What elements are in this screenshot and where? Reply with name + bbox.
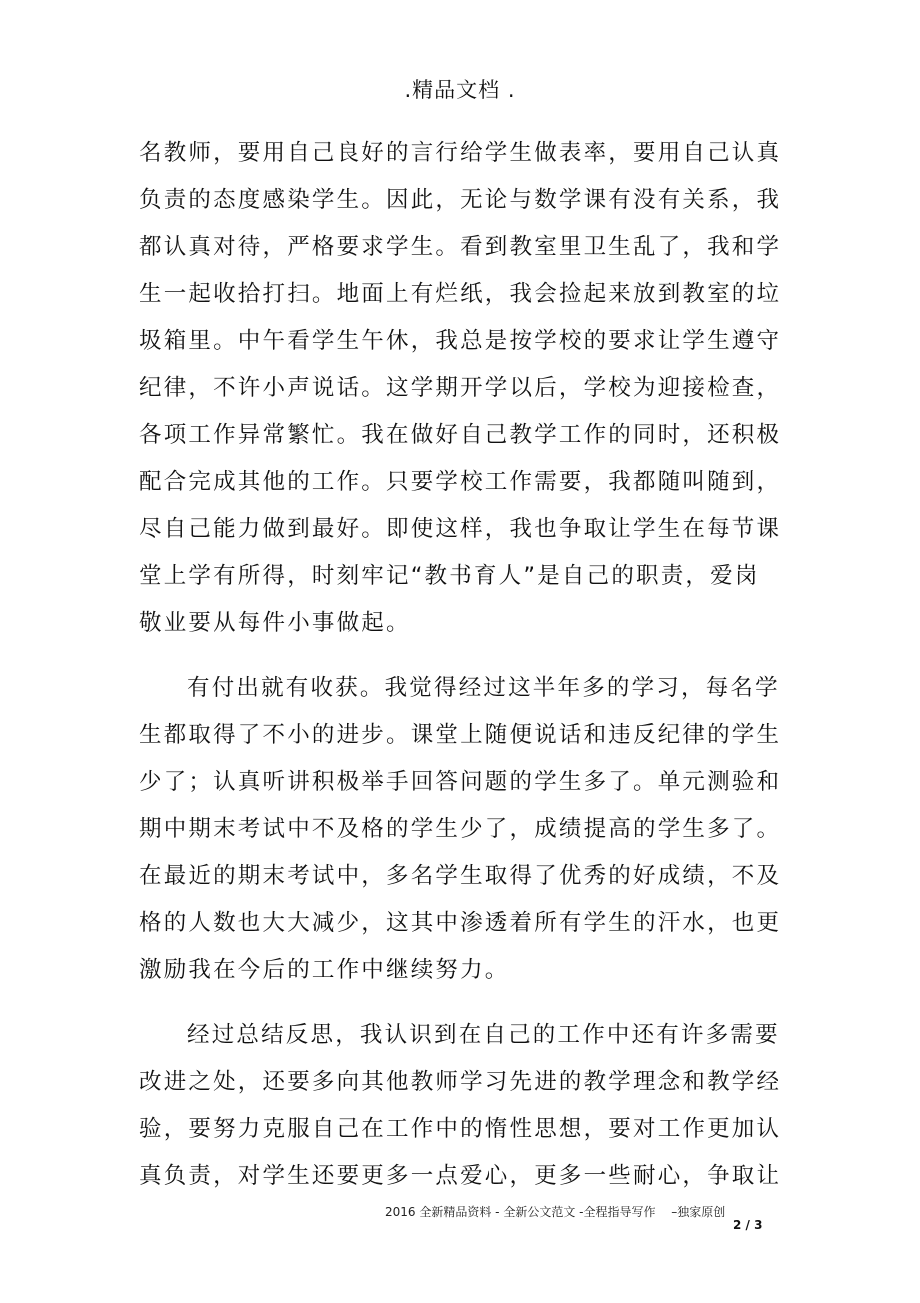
text-line: 真负责，对学生还要更多一点爱心，更多一些耐心，争取让 — [139, 1163, 782, 1189]
text-line: 期中期末考试中不及格的学生少了，成绩提高的学生多了。 — [139, 816, 782, 842]
text-line: 负责的态度感染学生。因此，无论与数学课有没有关系，我 — [139, 187, 782, 213]
page-header: .精品文档 . — [404, 78, 516, 102]
footer-text: 2016 全新精品资料 - 全新公文范文 -全程指导写作 –独家原创 — [385, 1205, 726, 1219]
text-line: 格的人数也大大减少，这其中渗透着所有学生的汗水，也更 — [139, 910, 782, 936]
text-line: 各项工作异常繁忙。我在做好自己教学工作的同时，还积极 — [139, 422, 782, 448]
text-line: 激励我在今后的工作中继续努力。 — [139, 957, 510, 983]
text-line: 纪律，不许小声说话。这学期开学以后，学校为迎接检查， — [139, 375, 782, 401]
text-line: 改进之处，还要多向其他教师学习先进的教学理念和教学经 — [139, 1069, 782, 1095]
text-line: 少了；认真听讲积极举手回答问题的学生多了。单元测验和 — [139, 769, 782, 795]
text-line: 圾箱里。中午看学生午休，我总是按学校的要求让学生遵守 — [139, 328, 782, 354]
text-line: 堂上学有所得，时刻牢记“教书育人”是自己的职责，爱岗 — [139, 563, 760, 589]
text-line: 验，要努力克服自己在工作中的惰性思想，要对工作更加认 — [139, 1116, 782, 1142]
text-line: 在最近的期末考试中，多名学生取得了优秀的好成绩，不及 — [139, 863, 782, 889]
text-line: 有付出就有收获。我觉得经过这半年多的学习，每名学 — [187, 675, 780, 701]
text-line: 敬业要从每件小事做起。 — [139, 610, 411, 636]
text-line: 名教师，要用自己良好的言行给学生做表率，要用自己认真 — [139, 140, 782, 166]
text-line: 配合完成其他的工作。只要学校工作需要，我都随叫随到， — [139, 469, 782, 495]
page-number: 2 / 3 — [733, 1218, 763, 1232]
text-line: 生都取得了不小的进步。课堂上随便说话和违反纪律的学生 — [139, 722, 782, 748]
text-line: 都认真对待，严格要求学生。看到教室里卫生乱了，我和学 — [139, 234, 782, 260]
text-line: 生一起收拾打扫。地面上有烂纸，我会捡起来放到教室的垃 — [139, 281, 782, 307]
text-line: 经过总结反思，我认识到在自己的工作中还有许多需要 — [187, 1022, 780, 1048]
text-line: 尽自己能力做到最好。即使这样，我也争取让学生在每节课 — [139, 516, 782, 542]
